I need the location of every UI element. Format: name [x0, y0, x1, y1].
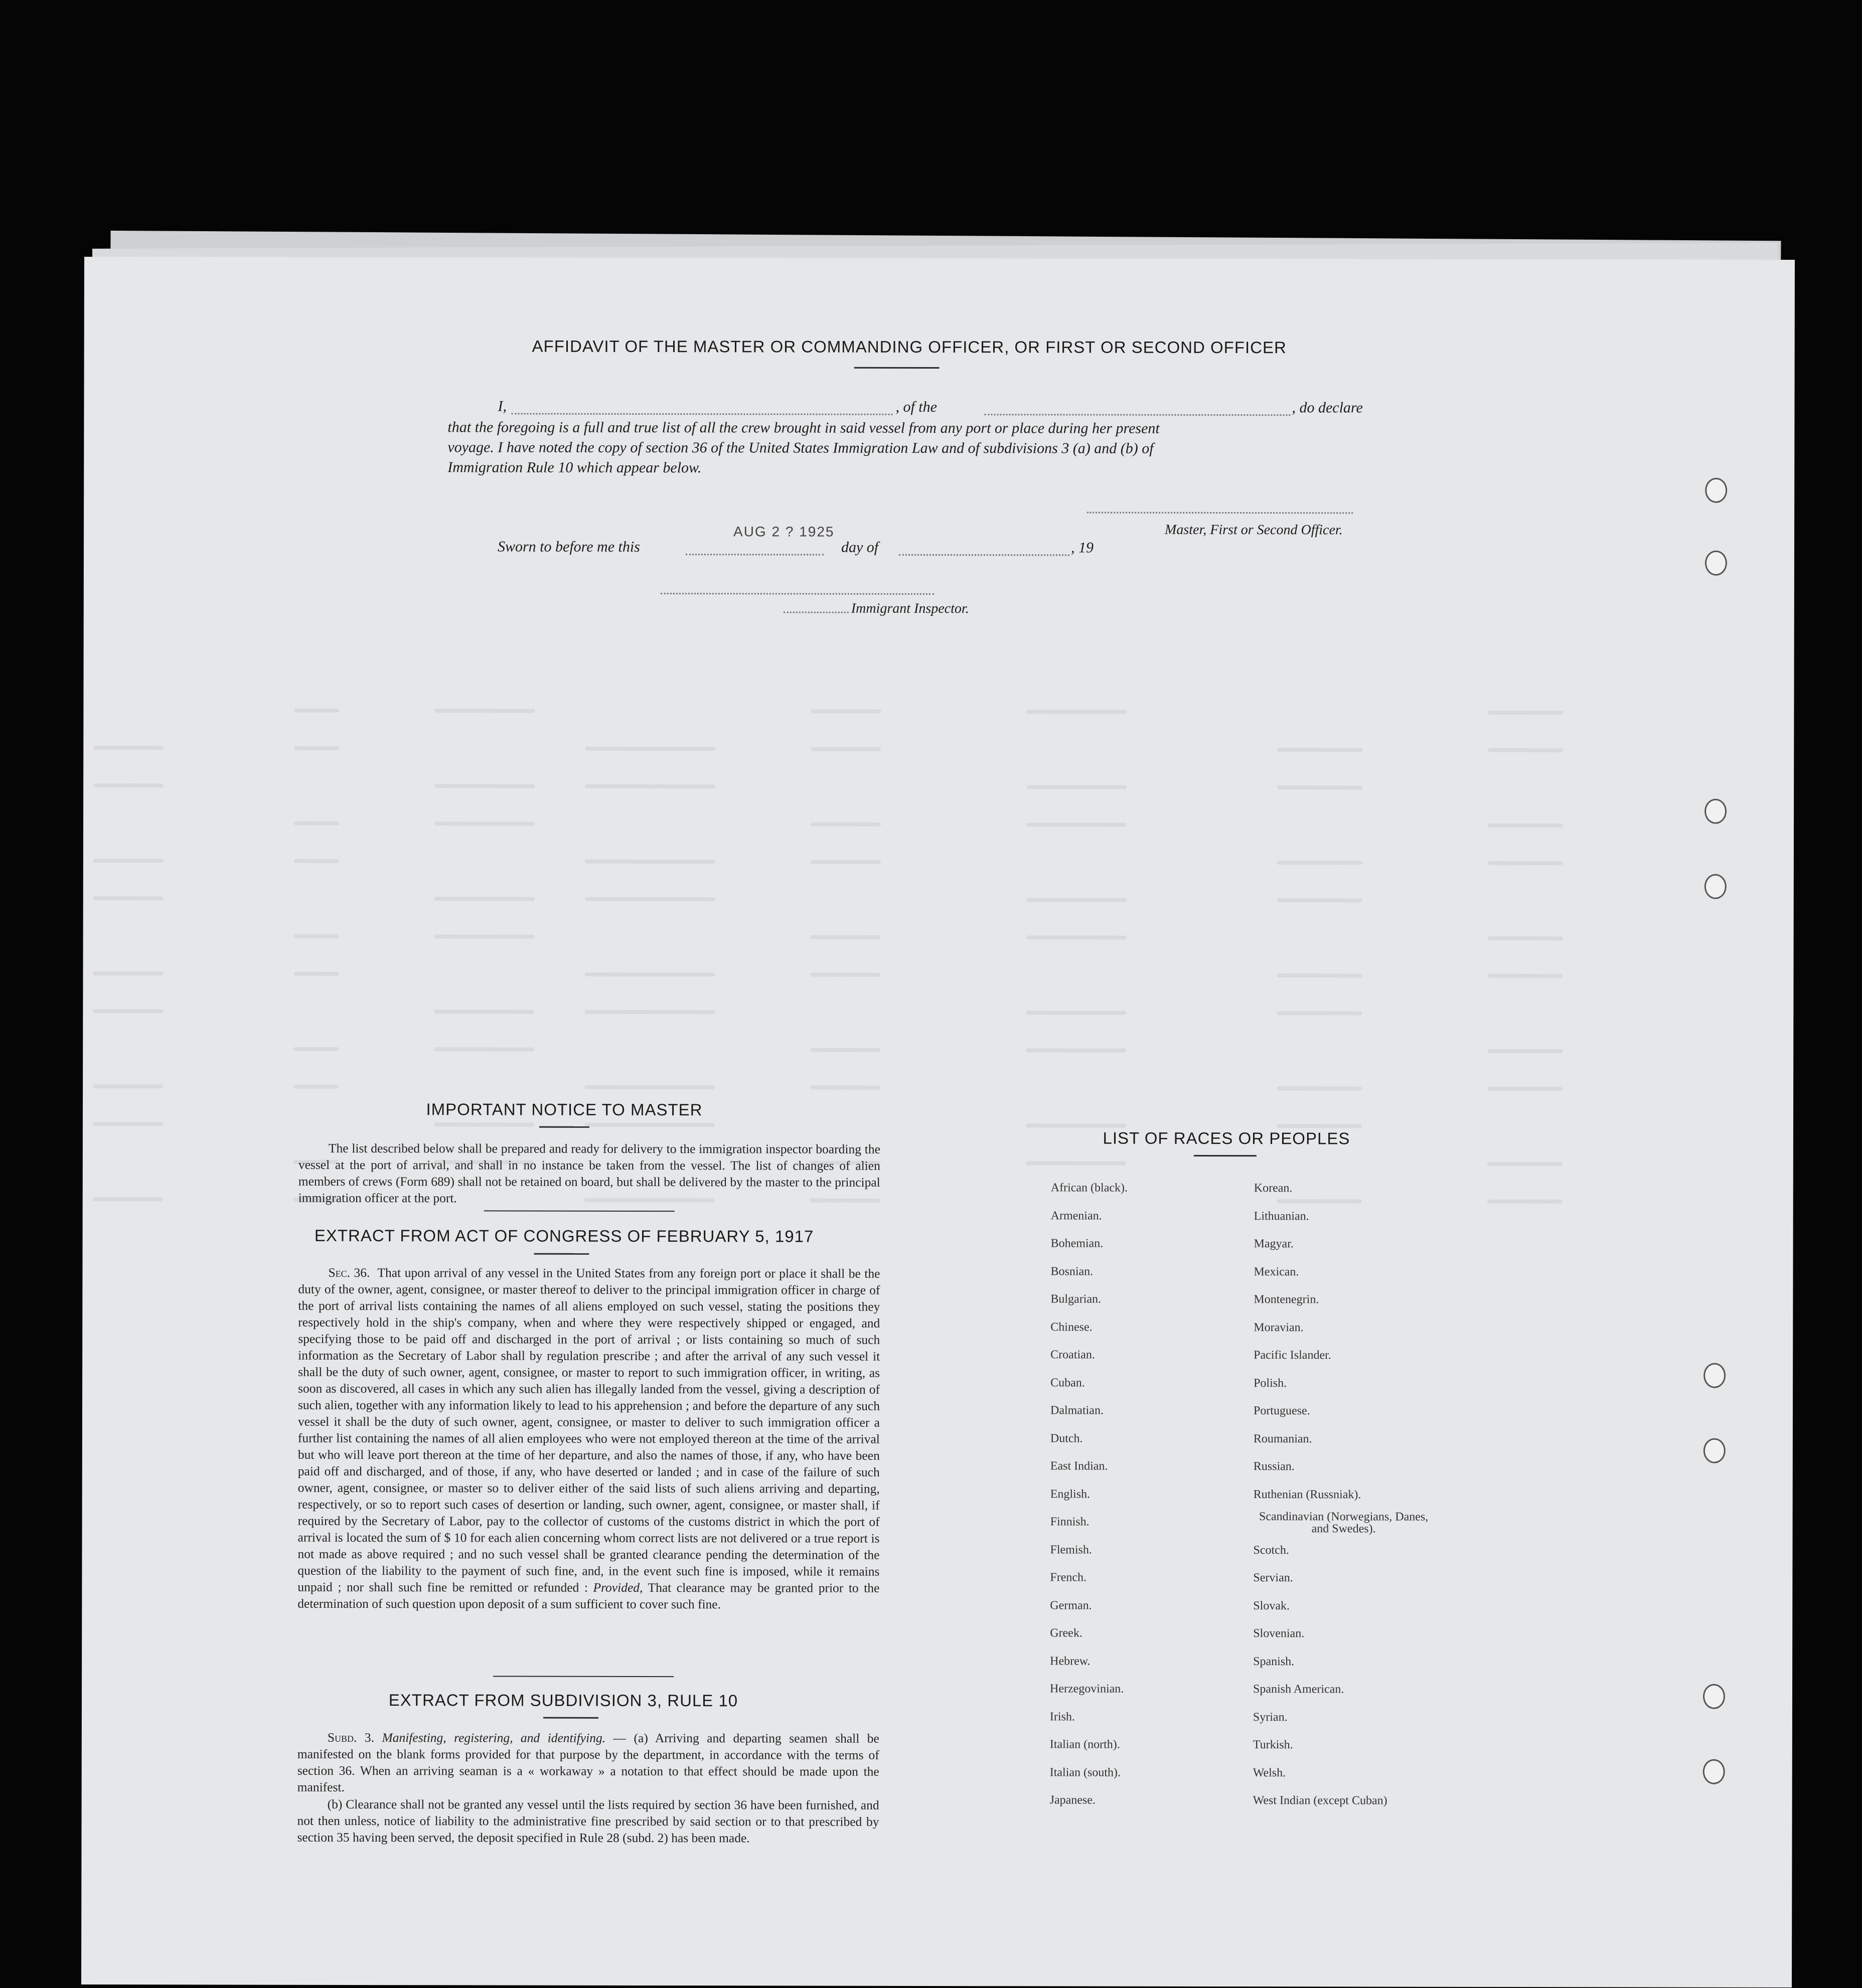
notice-title: IMPORTANT NOTICE TO MASTER [426, 1100, 703, 1119]
year-label: , 19 [1070, 539, 1094, 556]
bleed-through-mark [810, 1048, 880, 1052]
race-item: Dalmatian. [1050, 1404, 1104, 1417]
race-item: Syrian. [1253, 1710, 1288, 1724]
bleed-through-mark [1488, 711, 1563, 715]
bleed-through-mark [93, 896, 164, 900]
bleed-through-mark [1026, 822, 1127, 826]
bleed-through-mark [585, 972, 715, 976]
bleed-through-mark [294, 859, 339, 863]
race-item: German. [1050, 1598, 1092, 1612]
act-extract-text [297, 1264, 880, 1613]
bleed-through-mark [1026, 898, 1127, 902]
section-divider [484, 1210, 675, 1212]
bleed-through-mark [93, 1197, 163, 1201]
race-item: Croatian. [1050, 1348, 1095, 1362]
act-extract-title: EXTRACT FROM ACT OF CONGRESS OF FEBRUARY 5, 1917 [314, 1226, 814, 1246]
notice-underline [539, 1126, 589, 1128]
bleed-through-mark [1026, 1123, 1126, 1127]
race-item: Moravian. [1254, 1320, 1304, 1334]
bleed-through-mark [585, 784, 715, 788]
declarant-label: I, [498, 398, 507, 415]
bleed-through-mark [1026, 1011, 1126, 1015]
race-item: Scandinavian (Norwegians, Danes, and Swedes). [1259, 1510, 1429, 1536]
bleed-through-mark [1488, 936, 1563, 940]
race-item: Italian (south). [1049, 1765, 1121, 1779]
race-item: Finnish. [1050, 1515, 1090, 1529]
bleed-through-mark [1487, 1049, 1563, 1053]
bleed-through-mark [1026, 785, 1127, 789]
binder-hole [1705, 478, 1727, 503]
affidavit-title: AFFIDAVIT OF THE MASTER OR COMMANDING OFFICER, OR FIRST OR SECOND OFFICER [532, 337, 1287, 357]
sworn-month-field[interactable] [899, 554, 1069, 556]
bleed-through-mark [93, 783, 164, 787]
bleed-through-mark [1487, 1162, 1563, 1166]
bleed-through-mark [811, 860, 881, 864]
declaration-line: Immigration Rule 10 which appear below. [447, 459, 702, 476]
bleed-through-mark [1277, 785, 1362, 789]
bleed-through-mark [294, 972, 339, 976]
race-item: Polish. [1254, 1376, 1287, 1390]
bleed-through-mark [294, 709, 339, 713]
bleed-through-mark [93, 1084, 163, 1088]
bleed-through-mark [1277, 1086, 1362, 1090]
bleed-through-mark [1026, 935, 1127, 939]
sworn-label: Sworn to before me this [497, 538, 640, 555]
declaration-line: that the foregoing is a full and true list of all the crew brought in said vessel from any port or place during her present [447, 419, 1160, 437]
race-item: Roumanian. [1253, 1432, 1312, 1445]
bleed-through-mark [434, 821, 535, 825]
binder-hole [1705, 551, 1727, 576]
race-item: Flemish. [1050, 1543, 1092, 1557]
of-the-label: , of the [895, 398, 938, 415]
race-item: Lithuanian. [1254, 1209, 1309, 1223]
race-item: Dutch. [1050, 1431, 1083, 1445]
race-item: French. [1050, 1571, 1087, 1584]
bleed-through-mark [1488, 748, 1563, 752]
bleed-through-mark [584, 1085, 715, 1089]
bleed-through-mark [811, 973, 881, 977]
rule-extract-underline [543, 1717, 598, 1719]
manifest-page [81, 257, 1795, 1987]
race-item: Korean. [1254, 1182, 1293, 1195]
bleed-through-mark [1277, 898, 1362, 902]
binder-hole [1703, 1684, 1725, 1709]
section-body: That upon arrival of any vessel in the United States from any foreign port or place it shall be the duty of the owner, agent, consignee, or master thereof to deliver to the principal immigration officer in charge of the port of arrival lists containing the names of all aliens employed on such vessel, stating the positions they respectively hold in the ship's company, when and where they were respectively shipped or engaged, and specifying those to be paid off and discharged in the port of arrival ; or lists containing so much of such information as the Secretary of Labor shall by regulation prescribe ; and after the arrival of any such vessel it shall be the duty of such owner, agent, consignee, or master to report to such immigration officer, in writing, as soon as discovered, all cases in which any such alien has illegally landed from the vessel, giving a description of such alien, together with any information likely to lead to his apprehension ; and before the departure of any such vessel it shall be the duty of such owner, agent, consignee, or master to deliver to such immigration officer a further list containing the names of all alien employees who were not employed thereon at the time of the arrival but who will leave port thereon at the time of her departure, and also the names of those, if any, who have been paid off and discharged, and of those, if any, who have deserted or landed ; and in case of the failure of such owner, agent, consignee, or master so to deliver either of the said lists of such aliens arriving and departing, respectively, or so to report such cases of desertion or landing, such owner, agent, consignee, or master shall, if required by the Secretary of Labor, pay to the collector of customs of the customs district in which the port of arrival is located the sum of $ 10 for each alien concerning whom correct lists are not delivered or a true report is not made as above required ; and no such vessel shall be granted clearance pending the determination of the question of the liability to the payment of such fine, and, in the event such fine is imposed, while it remains unpaid ; nor shall such fine be remitted or refunded : [297, 1265, 880, 1595]
race-item: Chinese. [1050, 1320, 1093, 1334]
section-divider [493, 1676, 674, 1677]
races-title: LIST OF RACES OR PEOPLES [1103, 1128, 1350, 1148]
vessel-name-field[interactable] [984, 414, 1290, 416]
bleed-through-mark [1277, 973, 1362, 977]
rule-extract-title: EXTRACT FROM SUBDIVISION 3, RULE 10 [388, 1691, 738, 1710]
race-item: Slovenian. [1253, 1627, 1305, 1640]
bleed-through-mark [584, 1123, 715, 1127]
bleed-through-mark [293, 1047, 339, 1051]
bleed-through-mark [1277, 861, 1362, 865]
bleed-through-mark [1487, 1200, 1563, 1204]
bleed-through-mark [434, 897, 535, 901]
race-item: West Indian (except Cuban) [1253, 1794, 1387, 1807]
bleed-through-mark [1026, 1048, 1126, 1052]
declarant-name-field[interactable] [511, 413, 892, 415]
master-signature-label: Master, First or Second Officer. [1165, 522, 1343, 538]
bleed-through-mark [294, 746, 339, 750]
bleed-through-mark [93, 746, 164, 750]
race-item: Welsh. [1253, 1766, 1286, 1779]
race-item: English. [1050, 1487, 1091, 1501]
race-item: Bohemian. [1050, 1237, 1104, 1250]
race-item: Greek. [1050, 1626, 1082, 1640]
bleed-through-mark [293, 1085, 339, 1089]
bleed-through-mark [434, 934, 535, 938]
race-item: Armenian. [1050, 1209, 1102, 1223]
inspector-signature-field[interactable] [784, 611, 849, 613]
date-stamp: AUG 2 ? 1925 [733, 524, 835, 540]
bleed-through-mark [434, 784, 535, 788]
bleed-through-mark [585, 747, 715, 751]
title-underline [854, 367, 940, 369]
bleed-through-mark [434, 1010, 534, 1014]
race-item: Montenegrin. [1254, 1293, 1319, 1306]
races-underline [1194, 1155, 1257, 1156]
bleed-through-mark [1488, 974, 1563, 978]
rule-extract-para-a [297, 1729, 879, 1796]
day-of-label: day of [841, 539, 879, 556]
bleed-through-mark [93, 859, 164, 863]
inspector-signature-field[interactable] [661, 593, 934, 595]
race-item: Scotch. [1253, 1543, 1289, 1557]
bleed-through-mark [811, 747, 881, 751]
binder-hole [1703, 1363, 1726, 1388]
race-item: Servian. [1253, 1571, 1293, 1585]
bleed-through-mark [585, 860, 715, 864]
proviso-text: That clearance may be granted prior to the determination of such question upon deposit of a sum sufficient to cover such fine. [297, 1580, 880, 1612]
race-item: Hebrew. [1050, 1654, 1091, 1668]
binder-hole [1703, 1759, 1725, 1784]
race-item: Bosnian. [1050, 1264, 1094, 1278]
section-number: Sec. 36. [328, 1265, 370, 1280]
bleed-through-mark [1277, 1199, 1362, 1203]
race-item: East Indian. [1050, 1459, 1108, 1473]
race-item: Spanish. [1253, 1654, 1295, 1668]
bleed-through-mark [1487, 1087, 1563, 1091]
binder-hole [1703, 1438, 1726, 1463]
bleed-through-mark [585, 897, 715, 901]
bleed-through-mark [584, 1010, 715, 1014]
bleed-through-mark [1277, 748, 1362, 752]
race-item: Magyar. [1254, 1237, 1294, 1251]
race-item: Ruthenian (Russniak). [1253, 1487, 1361, 1501]
bleed-through-mark [1026, 710, 1127, 714]
race-item: Slovak. [1253, 1599, 1290, 1612]
race-item: Pacific Islander. [1254, 1349, 1331, 1362]
bleed-through-mark [93, 971, 164, 975]
act-extract-underline [534, 1253, 589, 1255]
bleed-through-mark [810, 1086, 880, 1090]
declaration-line: voyage. I have noted the copy of section 36 of the United States Immigration Law and of subdivisions 3 (a) and (b) of [447, 439, 1154, 457]
para-a-text: — (a) Arriving and departing seamen shall be manifested on the blank forms provided for that purpose by the department, in accordance with the terms of section 36. When an arriving seaman is a « workaway » a notation to that effect should be made upon the manifest. [297, 1730, 879, 1794]
bleed-through-mark [811, 935, 881, 939]
do-declare-label: , do declare [1292, 399, 1363, 416]
bleed-through-mark [811, 822, 881, 826]
sworn-day-field[interactable] [686, 554, 824, 555]
bleed-through-mark [93, 1122, 163, 1126]
bleed-through-mark [1488, 861, 1563, 865]
race-item: Portuguese. [1253, 1404, 1310, 1418]
bleed-through-mark [434, 1122, 534, 1126]
subd-heading: Manifesting, registering, and identifying. [382, 1730, 606, 1745]
race-item: Herzegovinian. [1050, 1682, 1124, 1696]
master-signature-field[interactable] [1087, 512, 1353, 514]
notice-text: The list described below shall be prepared and ready for delivery to the immigration inspector boarding the vessel at the port of arrival, and shall in no instance be taken from the vessel. The list of changes of alien members of crews (Form 689) shall not be retained on board, but shall be delivered by the master to the principal immigration officer at the port. [298, 1140, 880, 1206]
inspector-label: Immigrant Inspector. [851, 600, 969, 617]
race-item: Bulgarian. [1050, 1292, 1102, 1306]
bleed-through-mark [1026, 1161, 1126, 1165]
bleed-through-mark [294, 821, 339, 825]
bleed-through-mark [1488, 823, 1563, 827]
bleed-through-mark [294, 934, 339, 938]
binder-hole [1704, 799, 1727, 824]
subd-label: Subd. 3. [327, 1730, 375, 1745]
bleed-through-mark [434, 709, 535, 713]
race-item: Russian. [1253, 1460, 1295, 1473]
proviso-label: Provided, [593, 1580, 643, 1595]
bleed-through-mark [1277, 1124, 1362, 1128]
bleed-through-mark [434, 1047, 534, 1051]
bleed-through-mark [1277, 1011, 1362, 1015]
race-item: Mexican. [1254, 1265, 1299, 1278]
race-item: Cuban. [1050, 1376, 1085, 1390]
race-item: Turkish. [1253, 1738, 1293, 1752]
binder-hole [1704, 874, 1727, 899]
rule-extract-para-b: (b) Clearance shall not be granted any vessel until the lists required by section 36 have been furnished, and not then unless, notice of liability to the administrative fine prescribed by said section or to that prescribed by section 35 having been served, the deposit specified in Rule 28 (subd. 2) has been made. [297, 1796, 879, 1846]
bleed-through-mark [811, 710, 881, 714]
race-item: Irish. [1049, 1710, 1075, 1723]
race-item: Japanese. [1049, 1793, 1096, 1807]
bleed-through-mark [93, 1009, 163, 1013]
race-item: African (black). [1050, 1181, 1128, 1195]
race-item: Spanish American. [1253, 1683, 1344, 1696]
race-item: Italian (north). [1049, 1738, 1120, 1751]
